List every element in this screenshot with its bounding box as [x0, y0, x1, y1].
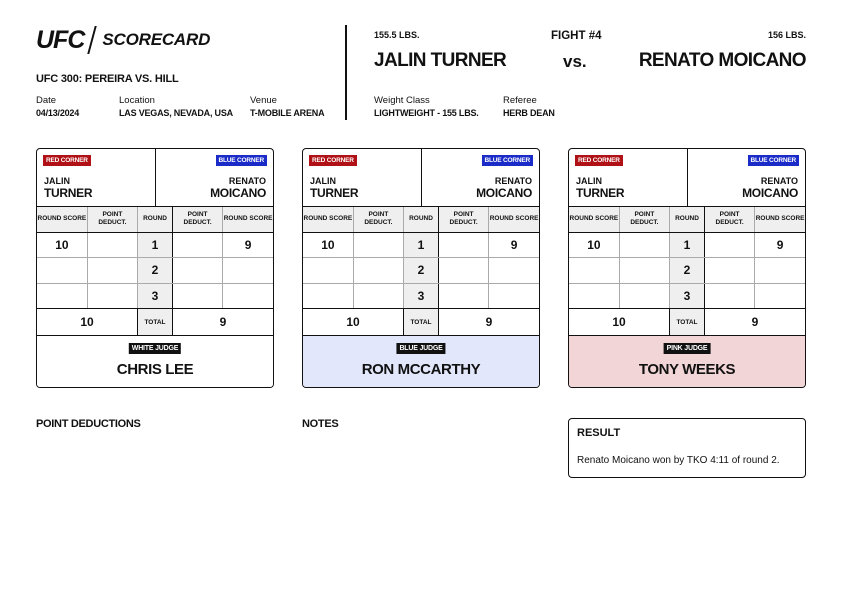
score-table-header [569, 207, 805, 232]
blue-corner-panel [156, 149, 274, 206]
corner-header [37, 149, 273, 207]
judge-name: TONY WEEKS [638, 361, 736, 378]
red-corner-panel [37, 149, 156, 206]
round-number: 2 [404, 258, 439, 284]
round-number: 1 [138, 232, 173, 258]
judge-footer [303, 336, 539, 387]
judge-badge: BLUE JUDGE [396, 343, 445, 354]
point-deduct-header: POINT DEDUCT. [87, 207, 137, 232]
blue-last-name: MOICANO [476, 186, 532, 200]
blue-first-name: RENATO [228, 176, 266, 186]
blue-round-score: 9 [755, 232, 805, 258]
blue-round-score [489, 283, 539, 309]
scorecard-title: SCORECARD [102, 30, 211, 49]
blue-point-deduction [172, 283, 222, 309]
score-table [303, 207, 539, 336]
round-score-header: ROUND SCORE [755, 207, 805, 232]
round-row [303, 232, 539, 258]
red-total: 10 [303, 309, 404, 336]
red-total: 10 [37, 309, 138, 336]
judge-scorecard [302, 148, 540, 388]
blue-total: 9 [172, 309, 273, 336]
score-table [37, 207, 273, 336]
blue-point-deduction [438, 283, 488, 309]
round-number: 3 [404, 283, 439, 309]
red-round-score [303, 258, 353, 284]
red-point-deduction [87, 283, 137, 309]
red-first-name: JALIN [576, 176, 603, 186]
red-point-deduction [619, 283, 669, 309]
red-round-score: 10 [303, 232, 353, 258]
event-name: UFC 300: PEREIRA VS. HILL [36, 73, 179, 85]
red-point-deduction [619, 258, 669, 284]
red-round-score [569, 258, 619, 284]
blue-last-name: MOICANO [742, 186, 798, 200]
round-row [37, 258, 273, 284]
round-number: 2 [138, 258, 173, 284]
red-last-name: TURNER [44, 186, 93, 200]
blue-corner-badge: BLUE CORNER [216, 155, 267, 166]
fight-number: FIGHT #4 [551, 30, 602, 42]
blue-weight: 156 LBS. [767, 30, 806, 40]
blue-round-score [223, 258, 273, 284]
blue-point-deduction [704, 283, 754, 309]
round-score-header: ROUND SCORE [223, 207, 273, 232]
red-round-score [303, 283, 353, 309]
point-deduct-header: POINT DEDUCT. [619, 207, 669, 232]
referee-label: Referee [503, 95, 537, 106]
blue-total: 9 [438, 309, 539, 336]
red-point-deduction [353, 258, 403, 284]
header-divider [345, 25, 347, 120]
red-round-score [37, 258, 87, 284]
red-point-deduction [353, 232, 403, 258]
blue-round-score [755, 258, 805, 284]
blue-point-deduction [172, 258, 222, 284]
blue-point-deduction [704, 232, 754, 258]
score-table-header [37, 207, 273, 232]
round-row [569, 232, 805, 258]
round-score-header: ROUND SCORE [569, 207, 619, 232]
blue-corner-badge: BLUE CORNER [482, 155, 533, 166]
judge-name: RON MCCARTHY [361, 361, 481, 378]
blue-first-name: RENATO [494, 176, 532, 186]
red-round-score: 10 [569, 232, 619, 258]
blue-point-deduction [172, 232, 222, 258]
total-row [303, 309, 539, 336]
versus-label: vs. [563, 52, 587, 71]
red-round-score [569, 283, 619, 309]
blue-corner-panel [422, 149, 540, 206]
round-row [569, 258, 805, 284]
location-label: Location [119, 95, 155, 106]
judge-scorecard [568, 148, 806, 388]
venue-value: T-MOBILE ARENA [250, 108, 325, 118]
blue-round-score [223, 283, 273, 309]
point-deduct-header: POINT DEDUCT. [353, 207, 403, 232]
round-number: 1 [404, 232, 439, 258]
score-table-header [303, 207, 539, 232]
red-corner-badge: RED CORNER [575, 155, 623, 166]
round-number: 2 [670, 258, 705, 284]
red-point-deduction [87, 258, 137, 284]
round-number: 3 [138, 283, 173, 309]
red-total: 10 [569, 309, 670, 336]
judge-footer [37, 336, 273, 387]
red-point-deduction [353, 283, 403, 309]
judge-badge: PINK JUDGE [664, 343, 711, 354]
round-number: 3 [670, 283, 705, 309]
round-row [37, 232, 273, 258]
blue-corner-badge: BLUE CORNER [748, 155, 799, 166]
weight-class-value: LIGHTWEIGHT - 155 LBS. [374, 108, 479, 118]
referee-value: HERB DEAN [503, 108, 555, 118]
blue-total: 9 [704, 309, 805, 336]
red-weight: 155.5 LBS. [374, 30, 420, 40]
corner-header [303, 149, 539, 207]
blue-point-deduction [704, 258, 754, 284]
result-box [568, 418, 806, 478]
ufc-logo [36, 26, 210, 54]
red-first-name: JALIN [44, 176, 71, 186]
blue-round-score: 9 [489, 232, 539, 258]
round-score-header: ROUND SCORE [303, 207, 353, 232]
round-row [37, 283, 273, 309]
judge-badge: WHITE JUDGE [129, 343, 181, 354]
red-fighter-name: JALIN TURNER [374, 50, 507, 71]
red-corner-badge: RED CORNER [43, 155, 91, 166]
logo-divider [88, 26, 98, 54]
round-header: ROUND [670, 207, 705, 232]
point-deduct-header: POINT DEDUCT. [704, 207, 754, 232]
blue-point-deduction [438, 232, 488, 258]
round-row [303, 283, 539, 309]
red-round-score: 10 [37, 232, 87, 258]
result-heading: RESULT [577, 427, 621, 439]
blue-first-name: RENATO [760, 176, 798, 186]
date-label: Date [36, 95, 57, 106]
red-point-deduction [619, 232, 669, 258]
point-deduct-header: POINT DEDUCT. [438, 207, 488, 232]
red-point-deduction [87, 232, 137, 258]
point-deductions-heading: POINT DEDUCTIONS [36, 418, 141, 430]
red-corner-badge: RED CORNER [309, 155, 357, 166]
round-score-header: ROUND SCORE [37, 207, 87, 232]
score-table [569, 207, 805, 336]
total-row [37, 309, 273, 336]
total-label: TOTAL [404, 309, 439, 336]
blue-round-score [489, 258, 539, 284]
red-first-name: JALIN [310, 176, 337, 186]
blue-fighter-name: RENATO MOICANO [638, 50, 806, 71]
judge-name: CHRIS LEE [116, 361, 194, 378]
venue-label: Venue [250, 95, 277, 106]
corner-header [569, 149, 805, 207]
round-header: ROUND [138, 207, 173, 232]
red-corner-panel [303, 149, 422, 206]
round-row [569, 283, 805, 309]
judge-scorecard [36, 148, 274, 388]
total-label: TOTAL [138, 309, 173, 336]
round-row [303, 258, 539, 284]
notes-heading: NOTES [302, 418, 339, 430]
point-deduct-header: POINT DEDUCT. [172, 207, 222, 232]
ufc-logo-text: UFC [36, 25, 85, 54]
total-row [569, 309, 805, 336]
round-score-header: ROUND SCORE [489, 207, 539, 232]
blue-corner-panel [688, 149, 806, 206]
blue-round-score [755, 283, 805, 309]
blue-round-score: 9 [223, 232, 273, 258]
date-value: 04/13/2024 [36, 108, 80, 118]
judge-footer [569, 336, 805, 387]
red-last-name: TURNER [576, 186, 625, 200]
red-corner-panel [569, 149, 688, 206]
total-label: TOTAL [670, 309, 705, 336]
weight-class-label: Weight Class [374, 95, 430, 106]
red-last-name: TURNER [310, 186, 359, 200]
round-number: 1 [670, 232, 705, 258]
result-text: Renato Moicano won by TKO 4:11 of round 2. [577, 455, 780, 466]
red-round-score [37, 283, 87, 309]
blue-last-name: MOICANO [210, 186, 266, 200]
round-header: ROUND [404, 207, 439, 232]
blue-point-deduction [438, 258, 488, 284]
location-value: LAS VEGAS, NEVADA, USA [119, 108, 233, 118]
